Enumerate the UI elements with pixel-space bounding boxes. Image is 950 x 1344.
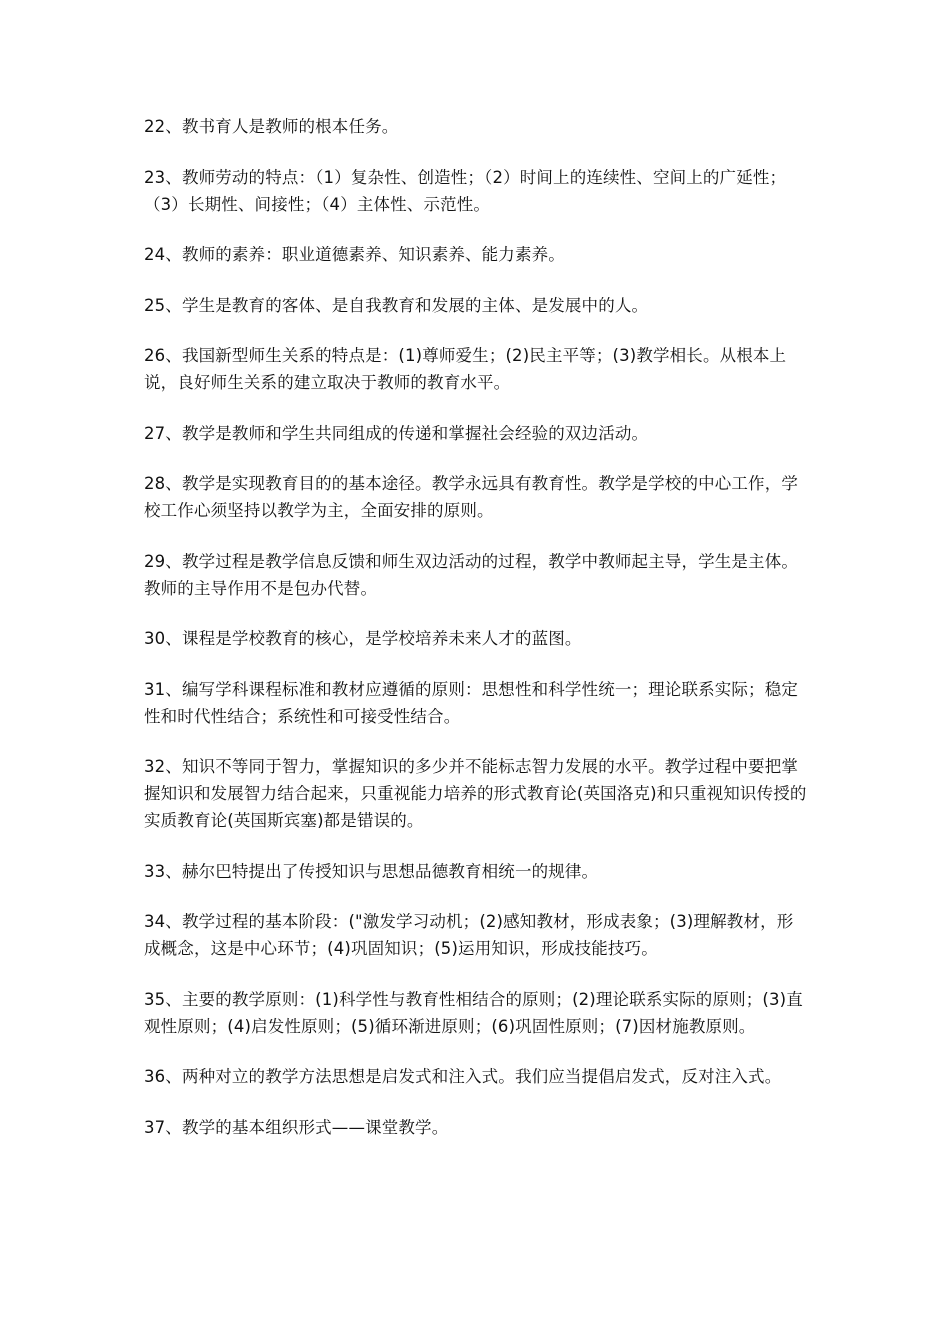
list-item-27: 27、教学是教师和学生共同组成的传递和掌握社会经验的双边活动。 xyxy=(144,423,649,443)
list-item-35: 35、主要的教学原则：(1)科学性与教育性相结合的原则；(2)理论联系实际的原则；(3)直观性原则；(4)启发性原则；(5)循环渐进原则；(6)巩固性原则；(7)因材施教原则。 xyxy=(144,989,803,1036)
list-item-26: 26、我国新型师生关系的特点是：(1)尊师爱生；(2)民主平等；(3)教学相长。从根本上说，良好师生关系的建立取决于教师的教育水平。 xyxy=(144,346,787,392)
list-item-28: 28、教学是实现教育目的的基本途径。教学永远具有教育性。教学是学校的中心工作，学校工作心须坚持以教学为主，全面安排的原则。 xyxy=(144,474,798,520)
list-item-36: 36、两种对立的教学方法思想是启发式和注入式。我们应当提倡启发式，反对注入式。 xyxy=(144,1067,782,1086)
list-item-24: 24、教师的素养：职业道德素养、知识素养、能力素养。 xyxy=(144,245,565,264)
list-item-33: 33、赫尔巴特提出了传授知识与思想品德教育相统一的规律。 xyxy=(144,861,599,881)
list-item-22: 22、教书育人是教师的根本任务。 xyxy=(144,117,399,136)
list-item-32: 32、知识不等同于智力，掌握知识的多少并不能标志智力发展的水平。教学过程中要把掌握知识和发展智力结合起来，只重视能力培养的形式教育论(英国洛克)和只重视知识传授的实质教育论(英国斯宾塞)都是错误的。 xyxy=(144,757,807,830)
list-item-29: 29、教学过程是教学信息反馈和师生双边活动的过程，教学中教师起主导，学生是主体。教师的主导作用不是包办代替。 xyxy=(144,551,798,598)
list-item-31: 31、编写学科课程标准和教材应遵循的原则：思想性和科学性统一；理论联系实际；稳定性和时代性结合；系统性和可接受性结合。 xyxy=(144,679,798,726)
list-item-30: 30、课程是学校教育的核心，是学校培养未来人才的蓝图。 xyxy=(144,629,582,648)
list-item-37: 37、教学的基本组织形式——课堂教学。 xyxy=(144,1117,449,1137)
list-item-23: 23、教师劳动的特点：（1）复杂性、创造性；（2）时间上的连续性、空间上的广延性；（3）长期性、间接性；（4）主体性、示范性。 xyxy=(144,167,787,214)
list-item-25: 25、学生是教育的客体、是自我教育和发展的主体、是发展中的人。 xyxy=(144,295,649,315)
list-item-34: 34、教学过程的基本阶段：("激发学习动机；(2)感知教材，形成表象；(3)理解教材，形成概念，这是中心环节；(4)巩固知识；(5)运用知识，形成技能技巧。 xyxy=(144,912,794,958)
numbered-list xyxy=(144,113,810,1164)
